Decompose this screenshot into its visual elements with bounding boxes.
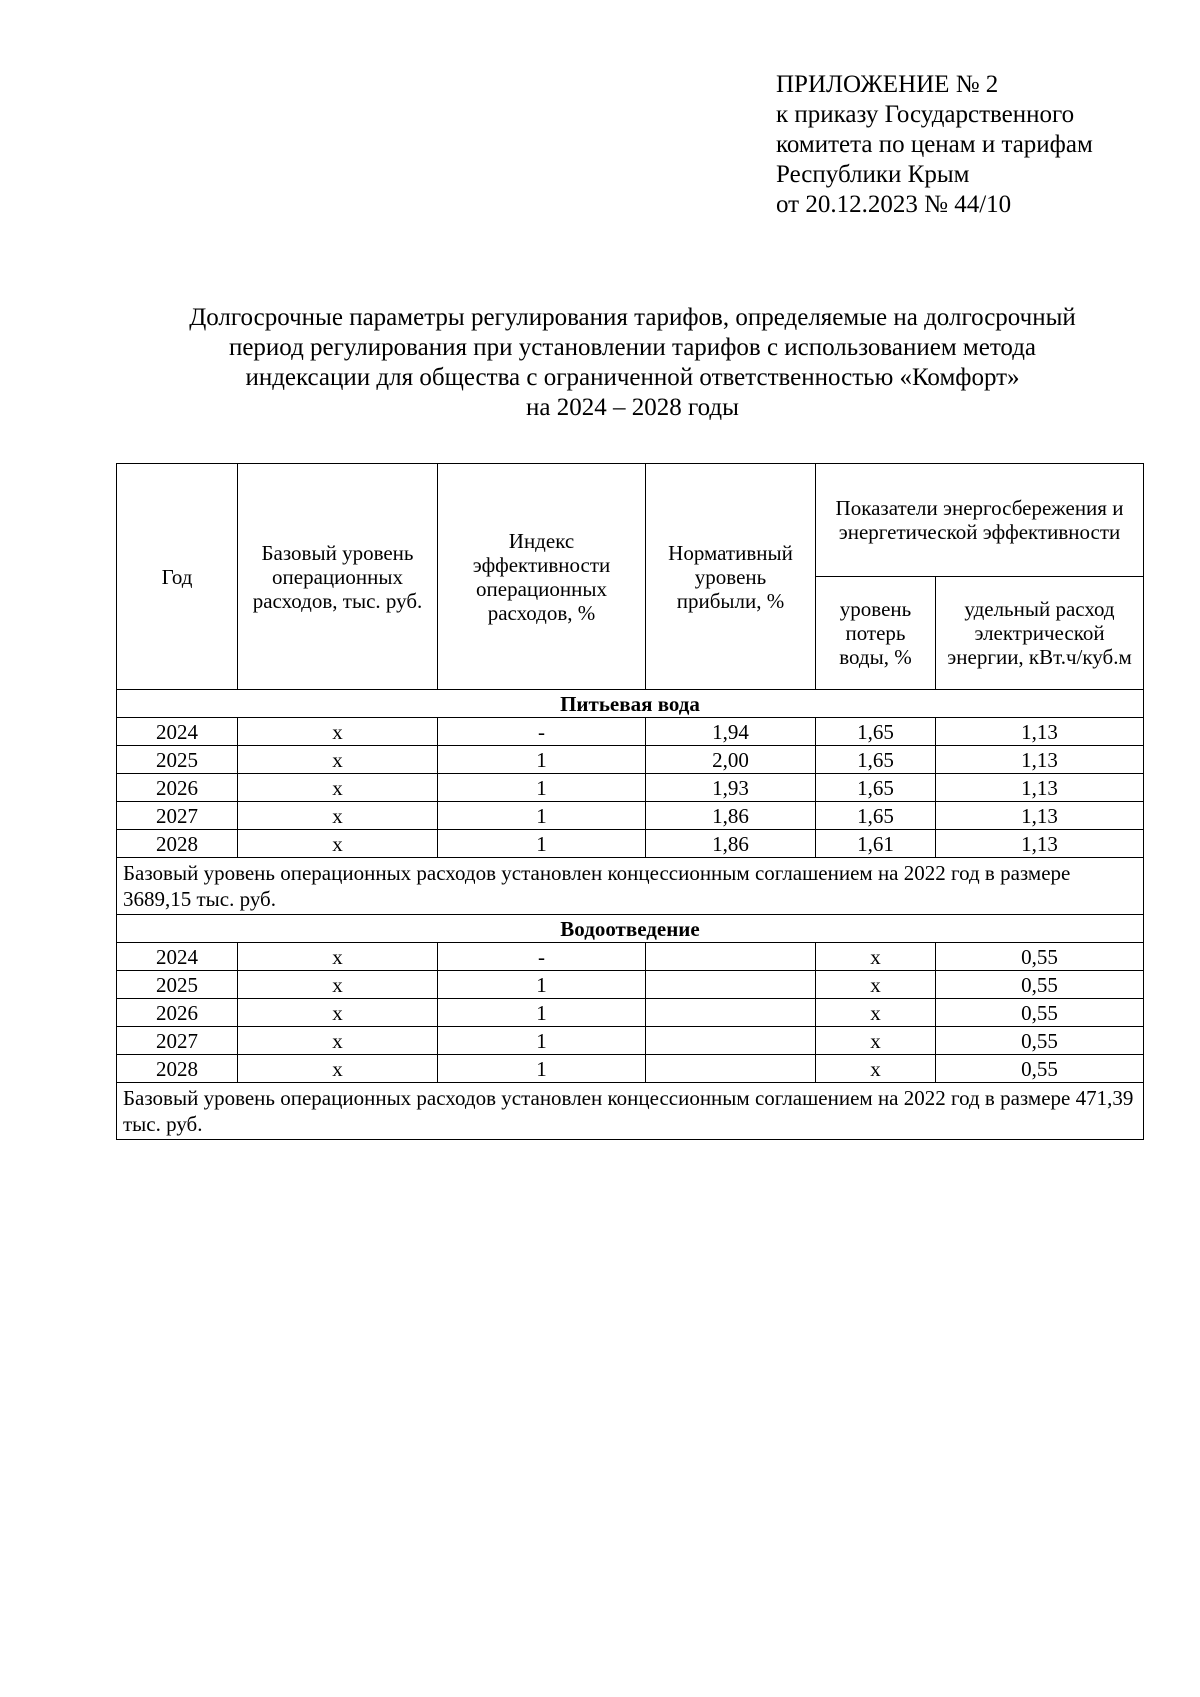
table-cell: 1,65 [816, 746, 936, 774]
table-row [117, 830, 1144, 858]
table-cell: 2024 [117, 943, 238, 971]
appendix-date-line: от 20.12.2023 № 44/10 [776, 191, 1012, 218]
table-row [117, 746, 1144, 774]
table-cell: 1,94 [646, 718, 816, 746]
table-cell: 1,65 [816, 718, 936, 746]
table-cell: 2027 [117, 1027, 238, 1055]
table-cell: 1,86 [646, 802, 816, 830]
table-cell: 1 [438, 1027, 646, 1055]
title-line: индексации для общества с ограниченной ответственностью «Комфорт» [245, 364, 1020, 391]
table-row [117, 971, 1144, 999]
table-row [117, 718, 1144, 746]
table-cell: 1,13 [936, 718, 1144, 746]
table-cell: 2024 [117, 718, 238, 746]
table-cell: 1 [438, 999, 646, 1027]
table-cell: 1,61 [816, 830, 936, 858]
table-cell [646, 971, 816, 999]
table-cell: х [238, 1027, 438, 1055]
header-year: Год [117, 464, 238, 690]
title-line: период регулирования при установлении тарифов с использованием метода [228, 334, 1037, 361]
table-cell: х [238, 746, 438, 774]
table-cell: 1,86 [646, 830, 816, 858]
appendix-number: ПРИЛОЖЕНИЕ № 2 [776, 71, 999, 98]
header-efficiency-index: Индекс эффективности операционных расходов, % [438, 464, 646, 690]
table-row [117, 774, 1144, 802]
table-cell: х [816, 999, 936, 1027]
table-cell: 2025 [117, 746, 238, 774]
table-cell: 2026 [117, 999, 238, 1027]
table-cell [646, 1027, 816, 1055]
section-note: Базовый уровень операционных расходов установлен концессионным соглашением на 2022 год в размере 3689,15 тыс. руб. [117, 858, 1144, 915]
section-title: Водоотведение [117, 915, 1144, 943]
title-line: Долгосрочные параметры регулирования тарифов, определяемые на долгосрочный [189, 304, 1076, 331]
table-cell: х [238, 830, 438, 858]
table-cell: 2028 [117, 1055, 238, 1083]
table-cell: х [238, 999, 438, 1027]
table-cell: 2025 [117, 971, 238, 999]
table-row [117, 943, 1144, 971]
document-title [110, 303, 1155, 423]
table-cell: 1,13 [936, 774, 1144, 802]
table-cell: 2028 [117, 830, 238, 858]
appendix-committee-line: комитета по ценам и тарифам [776, 131, 1093, 158]
table-cell: х [816, 943, 936, 971]
section-row [117, 915, 1144, 943]
header-energy-group: Показатели энергосбережения и энергетической эффективности [816, 464, 1144, 577]
table-cell: х [816, 1027, 936, 1055]
appendix-region-line: Республики Крым [776, 161, 970, 188]
header-base-level: Базовый уровень операционных расходов, тыс. руб. [238, 464, 438, 690]
table-row [117, 999, 1144, 1027]
table-cell: 0,55 [936, 943, 1144, 971]
note-row [117, 858, 1144, 915]
table-row [117, 1027, 1144, 1055]
table-cell: х [238, 943, 438, 971]
table-cell: - [438, 943, 646, 971]
table-row [117, 802, 1144, 830]
table-cell: х [238, 971, 438, 999]
appendix-order-line: к приказу Государственного [776, 101, 1075, 128]
table-cell: 1,65 [816, 774, 936, 802]
table-cell: х [238, 802, 438, 830]
parameters-table [116, 463, 1144, 1140]
appendix-block [776, 70, 1093, 220]
header-power-consumption: удельный расход электрической энергии, кВт.ч/куб.м [936, 577, 1144, 690]
table-cell: 1 [438, 802, 646, 830]
table-cell: 1 [438, 774, 646, 802]
table-cell: х [238, 1055, 438, 1083]
table-cell: 0,55 [936, 999, 1144, 1027]
table-cell [646, 999, 816, 1027]
table-cell: - [438, 718, 646, 746]
table-cell: х [816, 1055, 936, 1083]
table-cell [646, 943, 816, 971]
table-cell: х [238, 774, 438, 802]
table-cell: 2026 [117, 774, 238, 802]
table-cell: 2,00 [646, 746, 816, 774]
table-cell: 2027 [117, 802, 238, 830]
table-cell: 1,65 [816, 802, 936, 830]
table-cell [646, 1055, 816, 1083]
table-header-row [117, 464, 1144, 577]
title-line: на 2024 – 2028 годы [526, 394, 739, 421]
table-body [117, 690, 1144, 1140]
table-cell: 0,55 [936, 1055, 1144, 1083]
table-cell: х [238, 718, 438, 746]
table-row [117, 1055, 1144, 1083]
header-profit-level: Нормативный уровень прибыли, % [646, 464, 816, 690]
header-water-loss: уровень потерь воды, % [816, 577, 936, 690]
table-cell: 1 [438, 971, 646, 999]
table-cell: 1,13 [936, 830, 1144, 858]
table-cell: 0,55 [936, 1027, 1144, 1055]
table-cell: 1,93 [646, 774, 816, 802]
table-cell: 1 [438, 746, 646, 774]
table-cell: 1 [438, 830, 646, 858]
table-cell: х [816, 971, 936, 999]
section-row [117, 690, 1144, 718]
table-cell: 1,13 [936, 802, 1144, 830]
note-row [117, 1083, 1144, 1140]
section-note: Базовый уровень операционных расходов установлен концессионным соглашением на 2022 год в размере 471,39 тыс. руб. [117, 1083, 1144, 1140]
table-cell: 1,13 [936, 746, 1144, 774]
section-title: Питьевая вода [117, 690, 1144, 718]
table-cell: 0,55 [936, 971, 1144, 999]
table-cell: 1 [438, 1055, 646, 1083]
